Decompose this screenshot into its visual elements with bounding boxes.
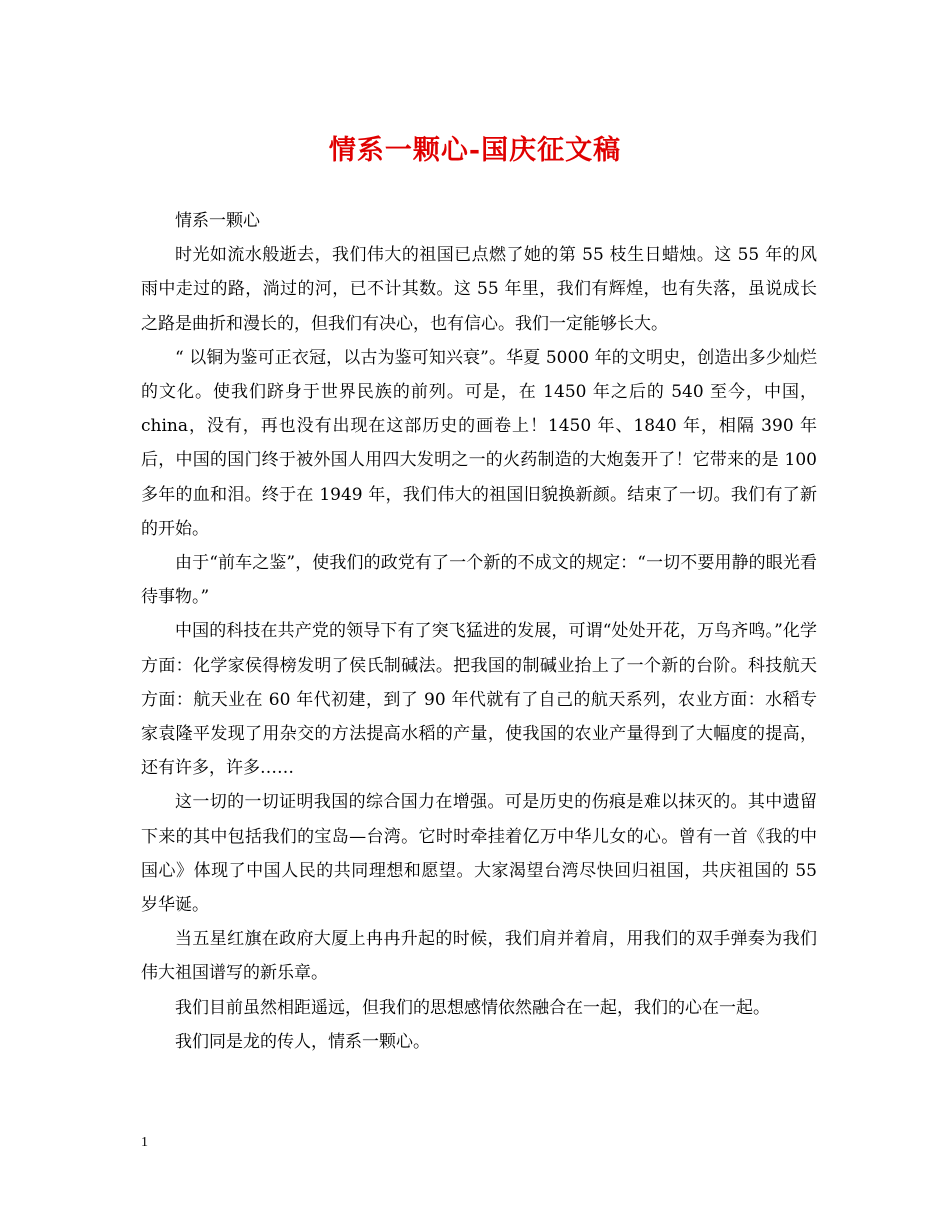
paragraph: 我们目前虽然相距遥远，但我们的思想感情依然融合在一起，我们的心在一起。 [175,997,770,1018]
paragraph: 中国的科技在共产党的领导下有了突飞猛进的发展，可谓“处处开花，万鸟齐鸣。”化学方面：化学家侯得榜发明了侯氏制碱法。把我国的制碱业抬上了一个新的台阶。科技航天方面：航天业在 60 年代初建，到了 90 年代就有了自己的航天系列，农业方面：水稻专家袁隆平发现了用杂交的方法提高水稻的产量，使我国的农业产量得到了大幅度的提高，还有许多，许多…… [141,621,817,779]
page-number: 1 [141,1135,148,1150]
document-title: 情系一颗心-国庆征文稿 [328,135,622,166]
paragraph: 这一切的一切证明我国的综合国力在增强。可是历史的伤痕是难以抹灭的。其中遗留下来的其中包括我们的宝岛—台湾。它时时牵挂着亿万中华儿女的心。曾有一首《我的中国心》体现了中国人民的共同理想和愿望。大家渴望台湾尽快回归祖国，共庆祖国的 55 岁华诞。 [141,792,817,916]
paragraph: 当五星红旗在政府大厦上冉冉升起的时候，我们肩并着肩，用我们的双手弹奏为我们伟大祖国谱写的新乐章。 [141,929,817,984]
paragraph: 时光如流水般逝去，我们伟大的祖国已点燃了她的第 55 枝生日蜡烛。这 55 年的风雨中走过的路，淌过的河，已不计其数。这 55 年里，我们有辉煌，也有失落，虽说成长之路是曲折和漫长的，但我们有决心，也有信心。我们一定能够长大。 [141,245,817,334]
paragraph: 由于“前车之鉴”，使我们的政党有了一个新的不成文的规定：“一切不要用静的眼光看待事物。” [141,553,817,608]
document-body [141,204,817,1059]
paragraph: “ 以铜为鉴可正衣冠，以古为鉴可知兴衰”。华夏 5000 年的文明史，创造出多少灿烂的文化。使我们跻身于世界民族的前列。可是，在 1450 年之后的 540 至今，中国，china，没有，再也没有出现在这部历史的画卷上！1450 年、1840 年，相隔 390 年后，中国的国门终于被外国人用四大发明之一的火药制造的大炮轰开了！它带来的是 100 多年的血和泪。终于在 1949 年，我们伟大的祖国旧貌换新颜。结束了一切。我们有了新的开始。 [141,347,817,539]
paragraph-subtitle: 情系一颗心 [175,211,260,231]
paragraph: 我们同是龙的传人，情系一颗心。 [175,1031,430,1052]
